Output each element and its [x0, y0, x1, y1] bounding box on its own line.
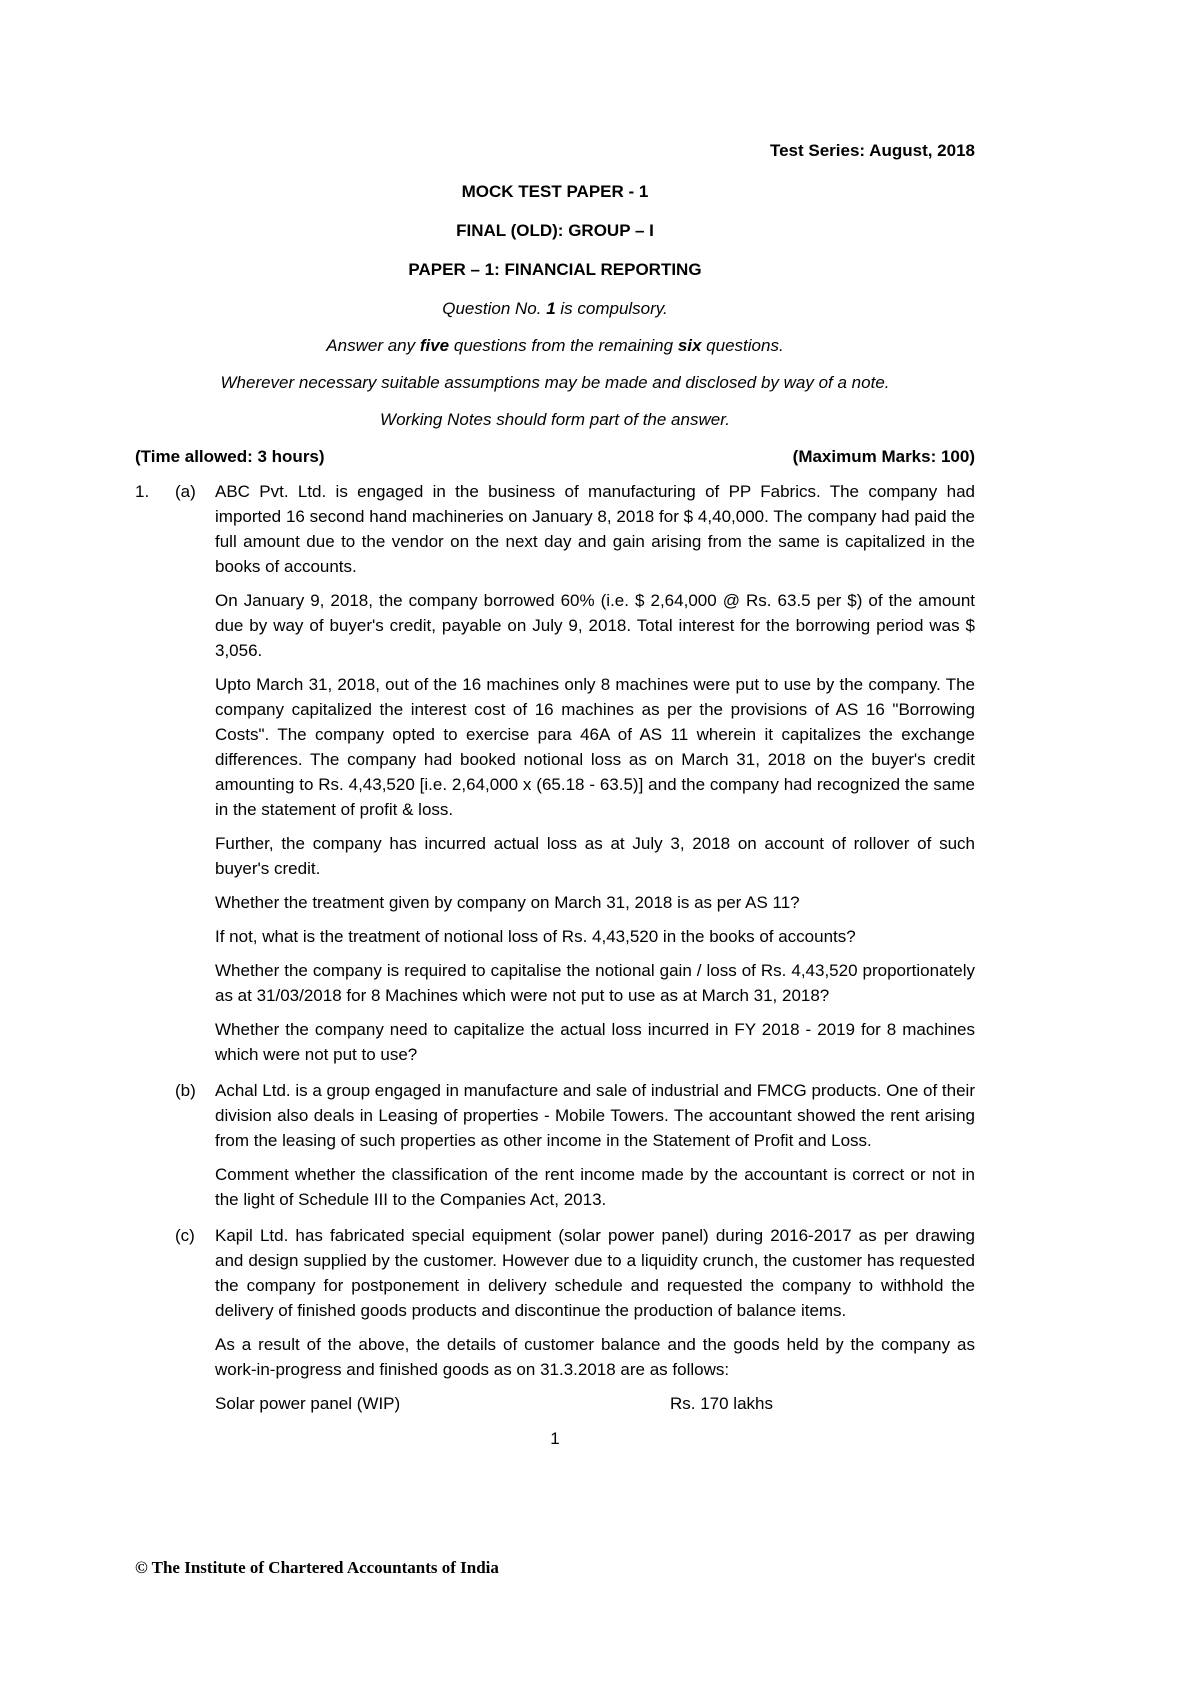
- page-number: 1: [550, 1429, 560, 1448]
- question-number: 1.: [135, 482, 150, 501]
- wip-value: Rs. 170 lakhs: [670, 1394, 773, 1413]
- paragraph: Kapil Ltd. has fabricated special equipment (solar power panel) during 2016-2017 as per drawing and design supplied by the customer. However due to a liquidity crunch, the customer has requested the company for postponement in delivery schedule and requested the company to withhold the delivery of finished goods products and discontinue the production of balance items.: [215, 1226, 975, 1320]
- paragraph: Whether the treatment given by company on March 31, 2018 is as per AS 11?: [215, 893, 800, 912]
- part-c-label: (c): [175, 1226, 195, 1245]
- paragraph: Achal Ltd. is a group engaged in manufacture and sale of industrial and FMCG products. One of their division also deals in Leasing of properties - Mobile Towers. The accountant showed the rent arising from the leasing of such properties as other income in the Statement of Profit and Loss.: [215, 1081, 975, 1150]
- paragraph: Upto March 31, 2018, out of the 16 machines only 8 machines were put to use by the company. The company capitalized the interest cost of 16 machines as per the provisions of AS 16 "Borrowing Costs". The company opted to exercise para 46A of AS 11 wherein it capitalizes the exchange differences. The company had booked notional loss as on March 31, 2018 on the buyer's credit amounting to Rs. 4,43,520 [i.e. 2,64,000 x (65.18 - 63.5)] and the company had recognized the same in the statement of profit & loss.: [215, 675, 975, 819]
- wip-item: Solar power panel (WIP): [215, 1394, 401, 1413]
- part-a-label: (a): [175, 482, 196, 501]
- paragraph: Whether the company need to capitalize the actual loss incurred in FY 2018 - 2019 for 8 machines which were not put to use?: [215, 1020, 975, 1064]
- maximum-marks: (Maximum Marks: 100): [792, 447, 975, 466]
- instruction-bold: six: [677, 336, 702, 355]
- wip-row: [215, 1391, 975, 1416]
- paper-title: PAPER – 1: FINANCIAL REPORTING: [408, 260, 702, 279]
- question-part-b: [135, 1078, 975, 1221]
- paragraph: As a result of the above, the details of customer balance and the goods held by the company as work-in-progress and finished goods as on 31.3.2018 are as follows:: [215, 1335, 975, 1379]
- test-series-label: Test Series: August, 2018: [769, 141, 975, 160]
- copyright-notice: © The Institute of Chartered Accountants of India: [135, 1558, 499, 1577]
- instruction-answer-five: [135, 333, 975, 358]
- instruction-bold: five: [419, 336, 450, 355]
- group-title: FINAL (OLD): GROUP – I: [456, 221, 654, 240]
- mock-test-title: MOCK TEST PAPER - 1: [461, 182, 649, 201]
- instruction-text: Answer any: [326, 336, 420, 355]
- instruction-text: questions.: [701, 336, 784, 355]
- paragraph: If not, what is the treatment of notional loss of Rs. 4,43,520 in the books of accounts?: [215, 927, 856, 946]
- paragraph: Further, the company has incurred actual loss as at July 3, 2018 on account of rollover of such buyer's credit.: [215, 834, 975, 878]
- time-allowed: (Time allowed: 3 hours): [135, 447, 325, 466]
- question-part-a: [135, 479, 975, 1076]
- question-part-c: [135, 1223, 975, 1422]
- question-number-spacer: [135, 1078, 175, 1221]
- instruction-bold: 1: [546, 299, 556, 318]
- instruction-assumptions: Wherever necessary suitable assumptions may be made and disclosed by way of a note.: [220, 373, 890, 392]
- instruction-compulsory: [135, 296, 975, 321]
- time-marks-row: [135, 444, 975, 469]
- part-c-text: [215, 1223, 975, 1422]
- instruction-text: Question No.: [442, 299, 547, 318]
- paragraph: ABC Pvt. Ltd. is engaged in the business of manufacturing of PP Fabrics. The company had imported 16 second hand machineries on January 8, 2018 for $ 4,40,000. The company had paid the full amount due to the vendor on the next day and gain arising from the same is capitalized in the books of accounts.: [215, 482, 975, 576]
- part-a-text: [215, 479, 975, 1076]
- paragraph: On January 9, 2018, the company borrowed 60% (i.e. $ 2,64,000 @ Rs. 63.5 per $) of the amount due by way of buyer's credit, payable on July 9, 2018. Total interest for the borrowing period was $ 3,056.: [215, 591, 975, 660]
- paragraph: Whether the company is required to capitalise the notional gain / loss of Rs. 4,43,520 proportionately as at 31/03/2018 for 8 Machines which were not put to use as at March 31, 2018?: [215, 961, 975, 1005]
- document-content: [135, 138, 975, 1451]
- paragraph: Comment whether the classification of the rent income made by the accountant is correct or not in the light of Schedule III to the Companies Act, 2013.: [215, 1165, 975, 1209]
- instruction-text: is compulsory.: [555, 299, 668, 318]
- question-number-spacer: [135, 1223, 175, 1422]
- part-b-text: [215, 1078, 975, 1221]
- instruction-text: questions from the remaining: [449, 336, 678, 355]
- part-b-label: (b): [175, 1081, 196, 1100]
- instruction-working-notes: Working Notes should form part of the answer.: [380, 410, 730, 429]
